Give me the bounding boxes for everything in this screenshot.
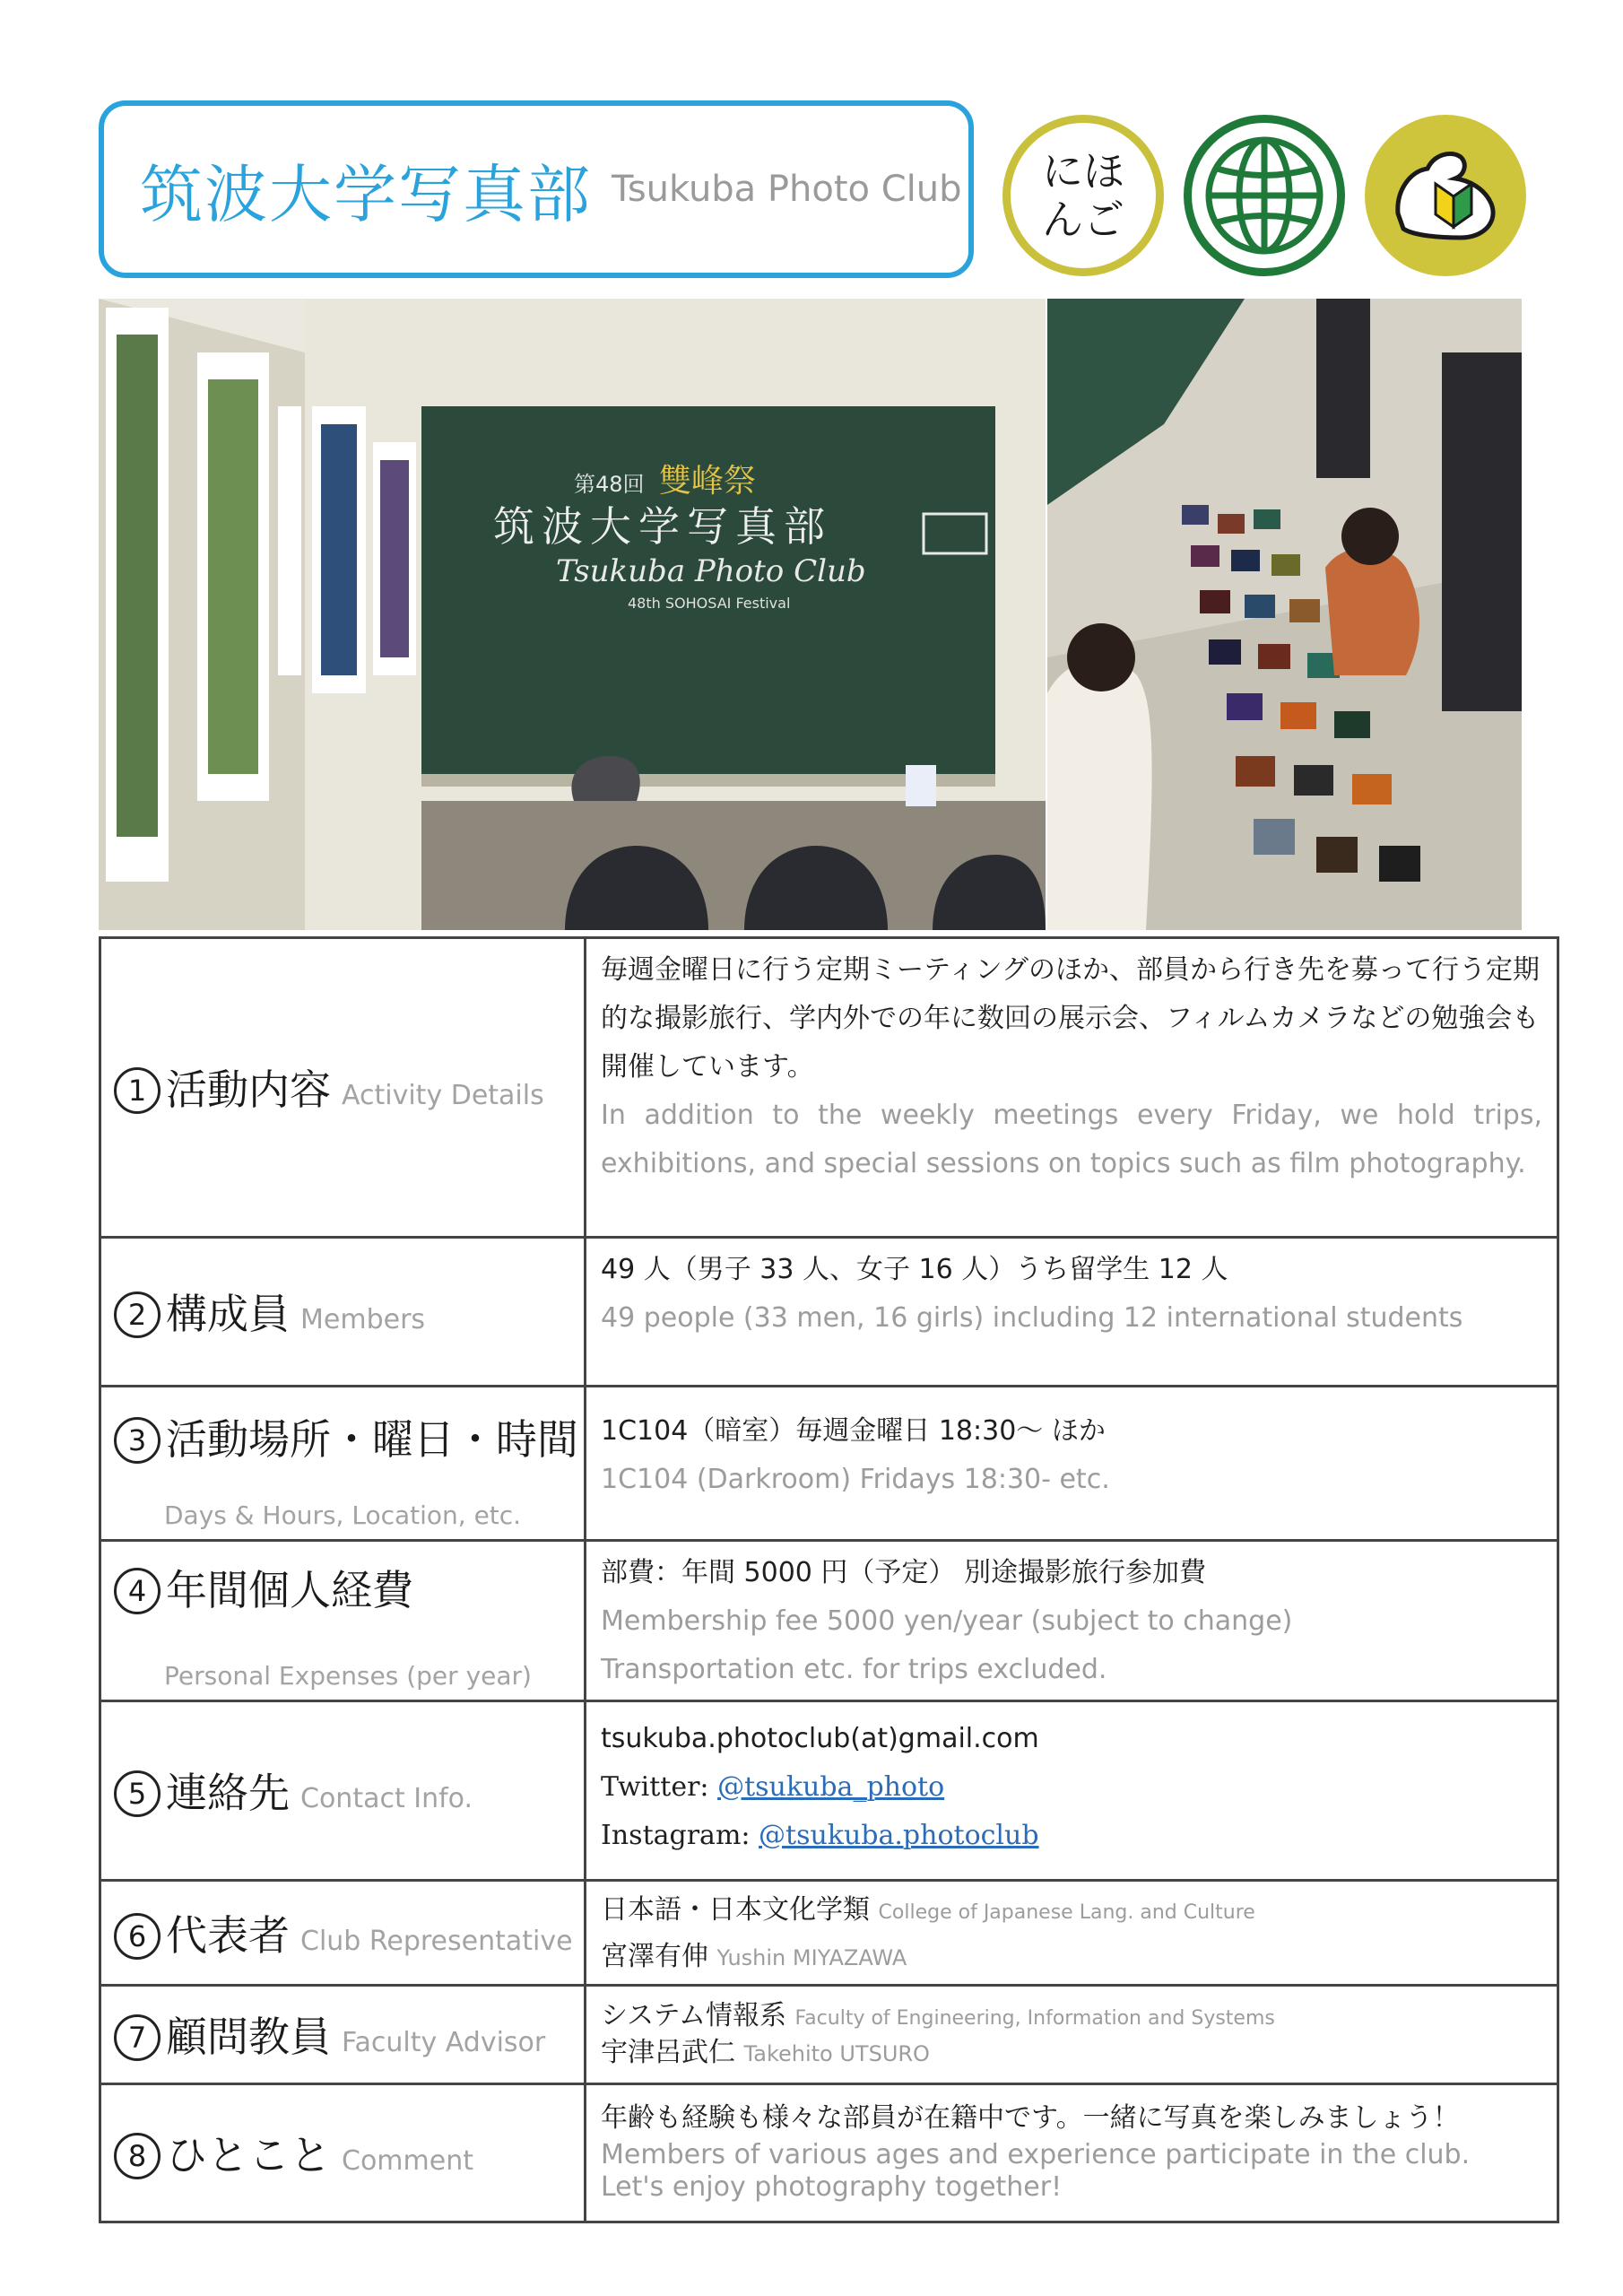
faculty-en: Faculty of Engineering, Information and Systems [794,2007,1275,2030]
table-row [100,1701,1558,1881]
row-number: 7 [114,2014,161,2061]
content-jp: 49 人（男子 33 人、女子 16 人）うち留学生 12 人 [601,1254,1228,1285]
row-label-expenses [100,1541,586,1701]
instagram-label: Instagram: [601,1820,759,1851]
twitter-label: Twitter: [601,1771,718,1803]
row-number: 1 [114,1067,161,1114]
row-number: 3 [114,1417,161,1464]
row-label-members [100,1238,586,1387]
label-en: Members [300,1304,426,1335]
table-row [100,938,1558,1238]
content-jp: 毎週金曜日に行う定期ミーティングのほか、部員から行き先を募って行う定期的な撮影旅行、学内外での年に数回の展示会、フィルムカメラなどの勉強会も開催しています。 [601,954,1540,1083]
row-number: 4 [114,1568,161,1614]
twitter-line [601,1763,1542,1812]
content-en-2: Transportation etc. for trips excluded. [601,1654,1107,1685]
japanese-badge-text: にほんご [1042,147,1124,244]
instagram-link[interactable]: @tsukuba.photoclub [759,1820,1039,1851]
label-jp: 活動内容 [166,1065,331,1114]
title-box [99,100,974,278]
content-en: 1C104 (Darkroom) Fridays 18:30- etc. [601,1464,1110,1495]
chalk-line-1: 第48回 [574,472,645,497]
advisor-name-en: Takehito UTSURO [743,2041,930,2066]
label-en: Days & Hours, Location, etc. [164,1500,522,1530]
globe-icon [1184,115,1345,276]
row-label-representative [100,1881,586,1986]
row-content-representative [586,1881,1558,1986]
row-content-members [586,1238,1558,1387]
contact-email: tsukuba.photoclub(at)gmail.com [601,1723,1039,1754]
content-jp: 1C104（暗室）毎週金曜日 18:30～ ほか [601,1415,1106,1447]
row-number: 8 [114,2133,161,2179]
table-row [100,1881,1558,1986]
content-en: 49 people (33 men, 16 girls) including 12 international students [601,1302,1463,1334]
photo-review-session-photo [1047,299,1522,930]
label-jp: 顧問教員 [166,2013,331,2061]
chalk-line-2: 雙峰祭 [659,463,757,500]
row-label-location [100,1387,586,1541]
twitter-link[interactable]: @tsukuba_photo [717,1771,945,1803]
row-label-contact [100,1701,586,1881]
row-content-advisor [586,1986,1558,2084]
table-row [100,1986,1558,2084]
label-jp: 連絡先 [166,1769,290,1817]
row-content-contact [586,1701,1558,1881]
college-en: College of Japanese Lang. and Culture [878,1901,1255,1924]
label-jp: 代表者 [166,1910,290,1960]
row-content-activity [586,938,1558,1238]
label-en: Club Representative [300,1925,573,1957]
content-en: In addition to the weekly meetings every Friday, we hold trips, exhibitions, and special sessions on topics such as film photography. [601,1100,1542,1179]
content-jp: 部費：年間 5000 円（予定） 別途撮影旅行参加費 [601,1557,1206,1588]
label-en: Activity Details [342,1080,544,1111]
row-content-comment [586,2084,1558,2222]
club-info-table [99,936,1559,2223]
table-row [100,1541,1558,1701]
label-en: Comment [342,2145,473,2177]
label-jp: 構成員 [166,1290,290,1338]
club-title-en: Tsukuba Photo Club [612,169,962,210]
table-row [100,2084,1558,2222]
row-content-location [586,1387,1558,1541]
instagram-line [601,1812,1542,1860]
content-jp: 年齢も経験も様々な部員が在籍中です。一緒に写真を楽しみましょう！ [601,2102,1460,2134]
representative-name-jp: 宮澤有伸 [601,1941,708,1972]
table-row [100,1387,1558,1541]
table-row [100,1238,1558,1387]
row-number: 5 [114,1770,161,1817]
faculty-jp: システム情報系 [601,2000,786,2031]
content-en-2: Let's enjoy photography together! [601,2171,1063,2203]
content-en: Members of various ages and experience participate in the club. [601,2139,1471,2170]
content-en: Membership fee 5000 yen/year (subject to change) [601,1605,1293,1637]
beginner-arm-icon [1365,115,1526,276]
chalk-line-3: 筑波大学写真部 [493,502,832,551]
chalk-line-5: 48th SOHOSAI Festival [628,595,791,612]
row-number: 2 [114,1292,161,1338]
label-en: Personal Expenses (per year) [164,1661,532,1691]
club-title-jp: 筑波大学写真部 [140,157,592,231]
chalk-line-4: Tsukuba Photo Club [556,553,866,589]
representative-name-en: Yushin MIYAZAWA [716,1945,907,1970]
japanese-language-badge [1002,115,1164,276]
advisor-name-jp: 宇津呂武仁 [601,2037,735,2068]
label-jp: ひとこと [166,2131,331,2179]
label-en: Contact Info. [300,1783,473,1814]
row-label-advisor [100,1986,586,2084]
row-label-comment [100,2084,586,2222]
row-number: 6 [114,1913,161,1960]
row-content-expenses [586,1541,1558,1701]
label-jp: 年間個人経費 [166,1566,413,1614]
label-jp: 活動場所・曜日・時間 [166,1415,578,1464]
label-en: Faculty Advisor [342,2027,546,2058]
row-label-activity [100,938,586,1238]
college-jp: 日本語・日本文化学類 [601,1894,870,1926]
exhibition-room-photo [99,299,1046,930]
